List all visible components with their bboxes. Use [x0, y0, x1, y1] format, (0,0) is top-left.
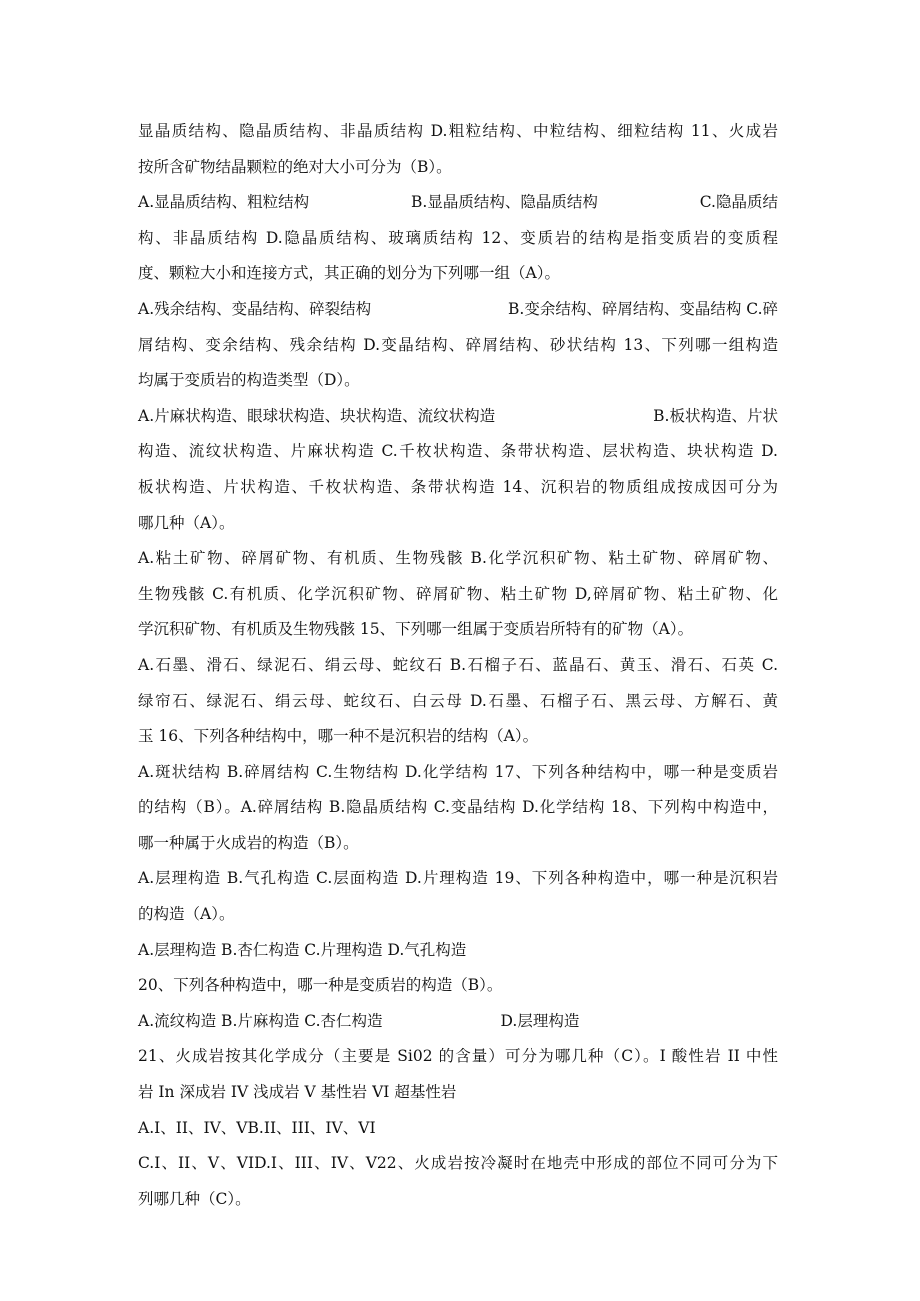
option-b: B.变余结构、碎屑结构、变晶结构 C.碎 — [508, 299, 778, 318]
options-line — [138, 399, 778, 435]
options-abc: A.流纹构造 B.片麻构造 C.杏仁构造 — [138, 1011, 383, 1030]
text-line: 显晶质结构、隐晶质结构、非晶质结构 D.粗粒结构、中粒结构、细粒结构 11、火成岩 — [138, 122, 778, 140]
text-line: A.层理构造 B.气孔构造 C.层面构造 D.片理构造 19、下列各种构造中，哪一种是沉积岩 — [138, 869, 778, 888]
text-line: 岩 In 深成岩 IV 浅成岩 V 基性岩 VI 超基性岩 — [138, 1083, 457, 1102]
option-a: A.片麻状构造、眼球状构造、块状构造、流纹状构造 — [138, 406, 496, 425]
option-b: B.板状构造、片状 — [653, 406, 778, 425]
text-line: 度、颗粒大小和连接方式，其正确的划分为下列哪一组（A）。 — [138, 264, 560, 283]
text-line: A.石墨、滑石、绿泥石、绢云母、蛇纹石 B.石榴子石、蓝晶石、黄玉、滑石、石英 C. — [138, 655, 778, 674]
text-line: 按所含矿物结晶颗粒的绝对大小可分为（B）。 — [138, 157, 452, 176]
text-line: 绿帘石、绿泥石、绢云母、蛇纹石、白云母 D.石墨、石榴子石、黑云母、方解石、黄 — [138, 691, 778, 710]
option-b: B.显晶质结构、隐晶质结构 — [411, 193, 598, 212]
options-line — [138, 1004, 778, 1040]
text-line: 20、下列各种构造中，哪一种是变质岩的构造（B）。 — [138, 976, 503, 995]
text-line: A.粘土矿物、碎屑矿物、有机质、生物残骸 B.化学沉积矿物、粘土矿物、碎屑矿物、 — [138, 549, 778, 568]
text-line: 学沉积矿物、有机质及生物残骸 15、下列哪一组属于变质岩所特有的矿物（A）。 — [138, 620, 694, 639]
text-line: 哪一种属于火成岩的构造（B）。 — [138, 833, 359, 852]
text-line: 哪几种（A）。 — [138, 513, 235, 532]
text-line: C.I、II、V、VID.I、III、IV、V22、火成岩按冷凝时在地壳中形成的部位不同可分为下 — [138, 1154, 778, 1173]
text-line: A.层理构造 B.杏仁构造 C.片理构造 D.气孔构造 — [138, 940, 467, 959]
text-line: 屑结构、变余结构、残余结构 D.变晶结构、碎屑结构、砂状结构 13、下列哪一组构造 — [138, 335, 778, 354]
text-line: 生物残骸 C.有机质、化学沉积矿物、碎屑矿物、粘土矿物 D,碎屑矿物、粘土矿物、化 — [138, 584, 778, 603]
text-line: 的结构（B）。A.碎屑结构 B.隐晶质结构 C.变晶结构 D.化学结构 18、下列构中构造中， — [138, 798, 778, 817]
option-c: C.隐晶质结 — [699, 193, 778, 212]
document-body — [138, 114, 778, 1217]
options-line — [138, 185, 778, 221]
option-a: A.显晶质结构、粗粒结构 — [138, 193, 310, 212]
text-line: A.I、II、IV、VB.II、III、IV、VI — [138, 1118, 376, 1137]
options-line — [138, 292, 778, 328]
text-line: 列哪几种（C）。 — [138, 1189, 251, 1208]
text-line: 21、火成岩按其化学成分（主要是 Si02 的含量）可分为哪几种（C）。I 酸性岩 II 中性 — [138, 1047, 778, 1066]
text-line: 构、非晶质结构 D.隐晶质结构、玻璃质结构 12、变质岩的结构是指变质岩的变质程 — [138, 228, 778, 247]
option-d: D.层理构造 — [500, 1011, 580, 1030]
text-line: 的构造（A）。 — [138, 905, 235, 924]
text-line: 均属于变质岩的构造类型（D）。 — [138, 371, 360, 390]
text-line: 构造、流纹状构造、片麻状构造 C.千枚状构造、条带状构造、层状构造、块状构造 D. — [138, 442, 778, 461]
text-line: 玉 16、下列各种结构中，哪一种不是沉积岩的结构（A）。 — [138, 727, 539, 746]
option-a: A.残余结构、变晶结构、碎裂结构 — [138, 299, 372, 318]
text-line: 板状构造、片状构造、千枚状构造、条带状构造 14、沉积岩的物质组成按成因可分为 — [138, 477, 778, 496]
text-line: A.斑状结构 B.碎屑结构 C.生物结构 D.化学结构 17、下列各种结构中，哪一种是变质岩 — [138, 762, 778, 781]
